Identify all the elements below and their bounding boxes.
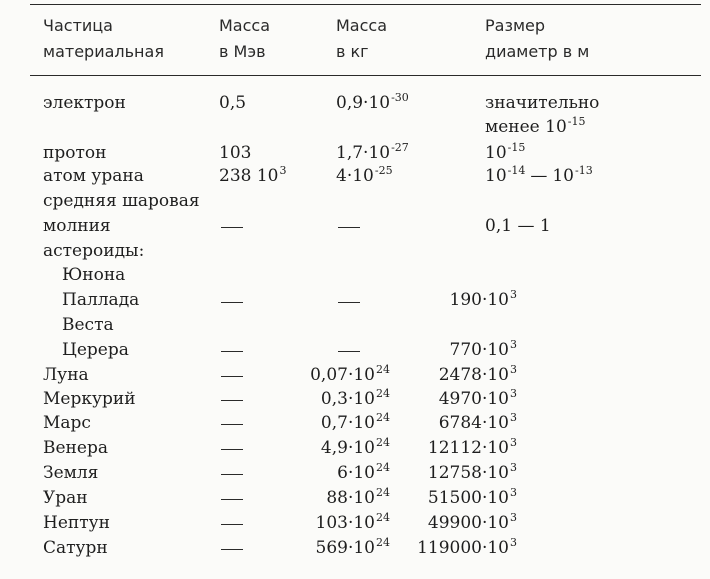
row-ball-lightning-kg-dash [338, 227, 360, 228]
row-mercury-kg: $0,3\cdot 10^{24}$ [320, 387, 390, 409]
header-rule [30, 75, 701, 76]
row-moon-kg: $0,07\cdot 10^{24}$ [310, 363, 390, 385]
row-ceres-size: $770\cdot 10^3$ [449, 338, 517, 360]
header-mass-kg-line1: Масса [336, 16, 388, 35]
row-electron-kg: $0,9\cdot 10^{-30}$ [336, 91, 409, 113]
row-neptune-size: $49900\cdot 10^3$ [427, 511, 517, 533]
row-ceres-mev-dash [221, 351, 243, 352]
row-mars-mev-dash [221, 424, 243, 425]
header-mass-mev-line2: в Мэв [219, 42, 266, 61]
row-ball-lightning-name-line1: средняя шаровая [43, 191, 200, 211]
row-venus-kg: $4,9\cdot 10^{24}$ [320, 436, 390, 458]
row-pallas-kg-dash [338, 302, 360, 303]
row-earth-size: $12758\cdot 10^3$ [427, 461, 517, 483]
row-mars-name: Марс [43, 413, 91, 433]
row-neptune-kg: $103\cdot 10^{24}$ [315, 511, 390, 533]
row-asteroids-name: астероиды: [43, 241, 145, 261]
row-pallas-size: $190\cdot 10^3$ [449, 288, 517, 310]
row-vesta-name: Веста [62, 315, 114, 335]
header-particle-line2: материальная [43, 42, 164, 61]
row-ball-lightning-mev-dash [221, 227, 243, 228]
header-size-line2: диаметр в м [485, 42, 590, 61]
row-mercury-name: Меркурий [43, 389, 136, 409]
header-size-line1: Размер [485, 16, 546, 35]
row-earth-kg: $6\cdot 10^{24}$ [337, 461, 390, 483]
header-mass-kg-line2: в кг [336, 42, 369, 61]
row-moon-name: Луна [43, 365, 89, 385]
row-uranus-kg: $88\cdot 10^{24}$ [326, 486, 390, 508]
row-electron-size-line2: менее $10^{-15}$ [485, 115, 586, 137]
row-ball-lightning-name-line2: молния [43, 216, 111, 236]
row-proton-mev: 103 [219, 143, 252, 163]
row-saturn-size: $119000\cdot 10^3$ [417, 536, 517, 558]
row-uranus-mev-dash [221, 499, 243, 500]
row-mars-size: $6784\cdot 10^3$ [438, 411, 517, 433]
row-uranium-mev: 238 $10^3$ [219, 164, 287, 186]
row-proton-name: протон [43, 143, 107, 163]
row-electron-mev: 0,5 [219, 93, 247, 113]
row-mars-kg: $0,7\cdot 10^{24}$ [320, 411, 390, 433]
row-electron-name: электрон [43, 93, 126, 113]
row-uranus-name: Уран [43, 488, 88, 508]
row-pallas-name: Паллада [62, 290, 140, 310]
row-venus-mev-dash [221, 449, 243, 450]
row-saturn-name: Сатурн [43, 538, 108, 558]
row-earth-mev-dash [221, 474, 243, 475]
row-ceres-name: Церера [62, 340, 129, 360]
row-uranium-name: атом урана [43, 166, 144, 186]
row-neptune-mev-dash [221, 524, 243, 525]
row-moon-size: $2478\cdot 10^3$ [438, 363, 517, 385]
top-rule [30, 4, 701, 5]
row-saturn-kg: $569\cdot 10^{24}$ [315, 536, 390, 558]
row-uranus-size: $51500\cdot 10^3$ [427, 486, 517, 508]
row-saturn-mev-dash [221, 549, 243, 550]
row-uranium-size: $10^{-14}$ — $10^{-13}$ [485, 164, 593, 186]
row-uranium-kg: $4\cdot 10^{-25}$ [336, 164, 393, 186]
row-juno-name: Юнона [62, 265, 126, 285]
row-venus-name: Венера [43, 438, 108, 458]
row-mercury-size: $4970\cdot 10^3$ [438, 387, 517, 409]
row-ceres-kg-dash [338, 351, 360, 352]
row-pallas-mev-dash [221, 302, 243, 303]
row-neptune-name: Нептун [43, 513, 110, 533]
header-mass-mev-line1: Масса [219, 16, 271, 35]
row-proton-size: $10^{-15}$ [485, 141, 526, 163]
row-moon-mev-dash [221, 376, 243, 377]
row-earth-name: Земля [43, 463, 99, 483]
row-proton-kg: $1,7\cdot 10^{-27}$ [336, 141, 409, 163]
header-particle-line1: Частица [43, 16, 113, 35]
row-ball-lightning-size: 0,1 — 1 [485, 216, 551, 236]
row-electron-size-line1: значительно [485, 93, 600, 113]
row-venus-size: $12112\cdot 10^3$ [427, 436, 517, 458]
row-mercury-mev-dash [221, 400, 243, 401]
